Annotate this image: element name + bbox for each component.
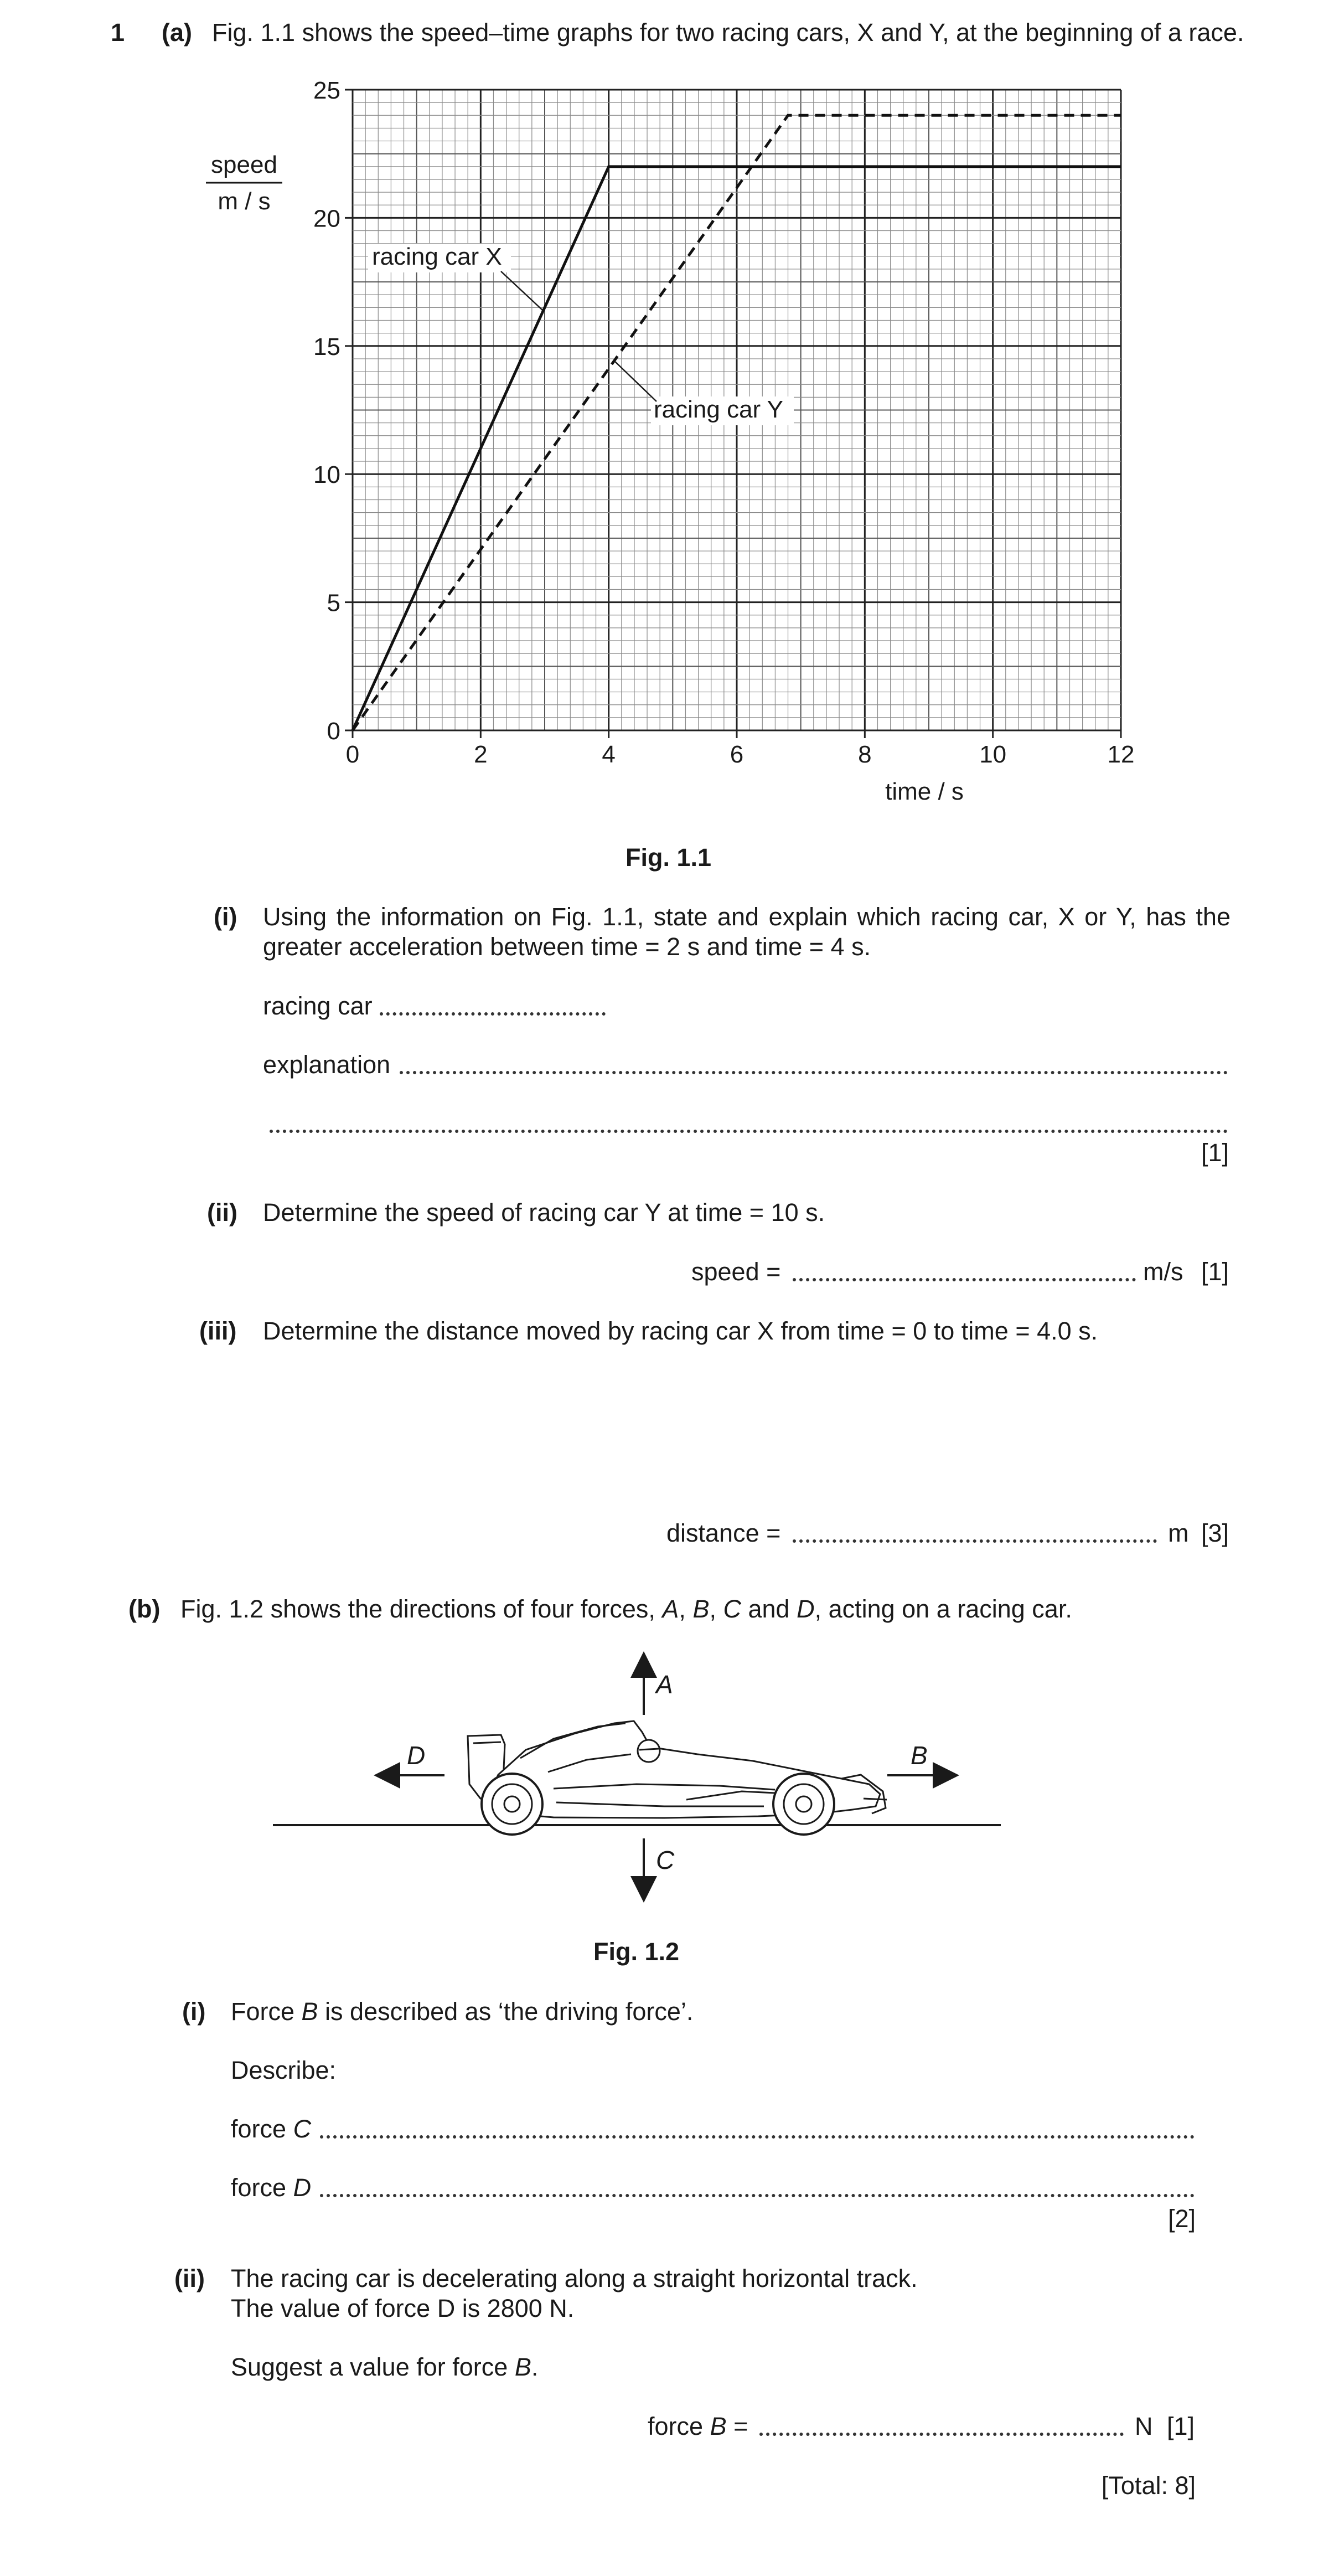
distance-unit: m [1168, 1519, 1189, 1547]
explanation-answer-line-2[interactable] [270, 1130, 1228, 1133]
a-i-question: Using the information on Fig. 1.1, state and explain which racing car, X or Y, has the greater acceleration between time = 2 s and time = 4 s. [263, 903, 1231, 961]
speed-time-graph [0, 0, 1339, 831]
a-i-marks: [1] [1201, 1138, 1229, 1167]
b-i-question: Force B is described as ‘the driving force’. [231, 1997, 694, 2026]
racing-car-answer-line[interactable] [380, 1012, 606, 1016]
explanation-answer-line-1[interactable] [400, 1071, 1228, 1074]
label-racing-car-x: racing car X [372, 243, 502, 270]
y-axis-label-top: speed [211, 151, 277, 178]
distance-answer-line[interactable] [793, 1539, 1157, 1543]
speed-unit: m/s [1143, 1258, 1183, 1286]
fig-1-1-caption: Fig. 1.1 [625, 843, 712, 872]
b-ii-label: (ii) [174, 2264, 205, 2292]
force-b-ref: B [692, 1595, 710, 1623]
force-a-ref: A [662, 1595, 679, 1623]
a-iii-marks: [3] [1201, 1519, 1229, 1547]
b-i-marks: [2] [1167, 2204, 1196, 2233]
a-ii-marks: [1] [1201, 1258, 1229, 1286]
y-tick-label: 0 [327, 718, 340, 745]
x-tick-label: 10 [979, 741, 1007, 768]
force-d-answer-label: force D [231, 2173, 312, 2202]
force-a-label: A [656, 1670, 673, 1699]
a-ii-question: Determine the speed of racing car Y at time = 10 s. [263, 1198, 825, 1227]
a-i-label: (i) [214, 903, 237, 931]
b-i-describe: Describe: [231, 2056, 337, 2084]
part-b-label: (b) [128, 1595, 161, 1623]
racing-car-drawing [468, 1721, 887, 1835]
a-iii-label: (iii) [199, 1317, 237, 1345]
y-tick-label: 20 [313, 205, 340, 233]
total-marks: [Total: 8] [1101, 2471, 1196, 2500]
a-ii-label: (ii) [207, 1198, 237, 1227]
speed-answer-label: speed = [691, 1258, 781, 1286]
b-ii-question: Suggest a value for force B. [231, 2353, 539, 2381]
force-c-ref: C [723, 1595, 741, 1623]
leader-line-y [613, 360, 656, 401]
part-a-intro: Fig. 1.1 shows the speed–time graphs for two racing cars, X and Y, at the beginning of a race. [212, 18, 1244, 47]
x-tick-label: 8 [858, 741, 872, 768]
leader-line-x [501, 271, 542, 310]
force-d-ref: D [797, 1595, 815, 1623]
question-number: 1 [111, 18, 125, 47]
part-a-label: (a) [162, 18, 192, 47]
fig-1-2-caption: Fig. 1.2 [593, 1938, 680, 1966]
part-b-intro: Fig. 1.2 shows the directions of four forces, A, B, C and D, acting on a racing car. [180, 1595, 1072, 1623]
racing-car-force-diagram [266, 1642, 1019, 1908]
force-b-answer-label: force B = [648, 2412, 748, 2440]
y-tick-label: 10 [313, 461, 340, 489]
a-iii-question: Determine the distance moved by racing car X from time = 0 to time = 4.0 s. [263, 1317, 1098, 1345]
force-d-label: D [407, 1741, 426, 1770]
x-tick-label: 12 [1107, 741, 1135, 768]
force-d-answer-line[interactable] [320, 2194, 1195, 2197]
y-axis-label-bottom: m / s [218, 188, 271, 215]
x-tick-label: 6 [730, 741, 744, 768]
b-ii-statement-2: The value of force D is 2800 N. [231, 2294, 575, 2322]
b-i-label: (i) [182, 1997, 206, 2026]
y-tick-label: 15 [313, 333, 340, 360]
x-tick-label: 4 [602, 741, 616, 768]
speed-answer-line[interactable] [793, 1278, 1136, 1281]
y-tick-label: 5 [327, 589, 340, 617]
force-c-label: C [656, 1846, 675, 1874]
label-racing-car-y: racing car Y [654, 396, 783, 423]
explanation-answer-label: explanation [263, 1050, 391, 1079]
force-b-answer-line[interactable] [759, 2433, 1124, 2436]
b-ii-statement-1: The racing car is decelerating along a straight horizontal track. [231, 2264, 918, 2292]
distance-answer-label: distance = [666, 1519, 781, 1547]
b-ii-marks: [1] [1167, 2412, 1195, 2440]
x-axis-label: time / s [885, 778, 964, 805]
force-c-answer-label: force C [231, 2115, 312, 2143]
x-tick-label: 0 [345, 741, 360, 768]
x-tick-label: 2 [474, 741, 488, 768]
y-tick-label: 25 [313, 77, 340, 104]
force-b-label: B [911, 1741, 928, 1770]
racing-car-answer-label: racing car [263, 992, 373, 1020]
force-b-unit: N [1135, 2412, 1153, 2440]
force-c-answer-line[interactable] [320, 2135, 1195, 2139]
